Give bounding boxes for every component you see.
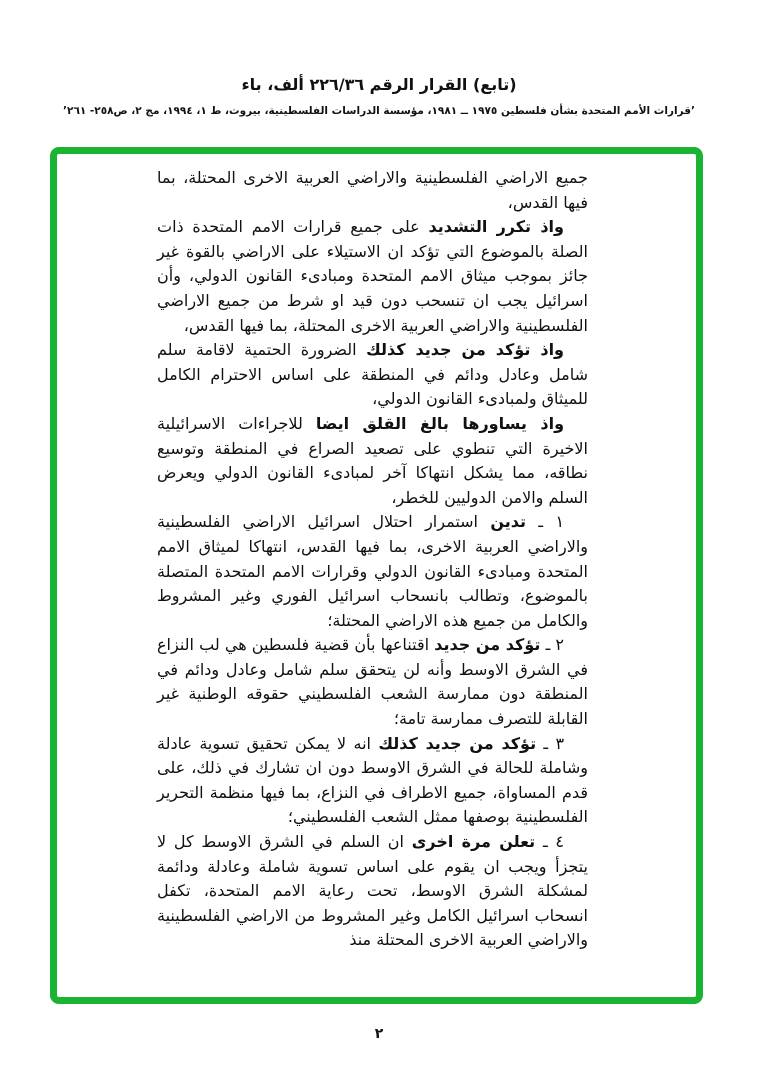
paragraph-text: انه لا يمكن تحقيق تسوية عادلة وشاملة للحالة في الشرق الاوسط دون ان تشارك في ذلك، على قدم المساواة، جميع الاطراف في النزاع، بما فيها منظمة التحرير الفلسطينية بوصفها ممثل الشعب الفلسطيني؛ bbox=[157, 733, 588, 827]
paragraph-text: جميع الاراضي الفلسطينية والاراضي العربية الاخرى المحتلة، بما فيها القدس، bbox=[157, 168, 588, 212]
paragraph-text: الضرورة الحتمية لاقامة سلم شامل وعادل ودائم في المنطقة على اساس الاحترام الكامل للميثاق ولمبادىء القانون الدولي، bbox=[157, 340, 588, 409]
page-number: ٢ bbox=[374, 1026, 384, 1042]
paragraph-number: ٢ ـ bbox=[545, 635, 564, 655]
paragraph-lead: تؤكد من جديد bbox=[434, 635, 541, 655]
paragraph-lead: تعلن مرة اخرى bbox=[411, 832, 536, 852]
body-paragraph bbox=[157, 510, 588, 633]
body-paragraph bbox=[157, 215, 588, 338]
body-paragraph bbox=[157, 732, 588, 830]
paragraph-lead: تؤكد من جديد كذلك bbox=[378, 733, 537, 753]
body-paragraph bbox=[157, 338, 588, 412]
paragraph-number: ١ ـ bbox=[538, 512, 565, 532]
paragraph-number: ٣ ـ bbox=[543, 733, 565, 753]
page-title: (تابع) القرار الرقم ٢٢٦/٣٦ ألف، باء bbox=[241, 75, 517, 94]
source-citation: ’قرارات الأمم المتحدة بشأن فلسطين ١٩٧٥ ــ ١٩٨١، مؤسسة الدراسات الفلسطينية، بيروت، ط ١، ١٩٩٤، مج ٢، ص٢٥٨- ٢٦١’ bbox=[63, 105, 695, 117]
paragraph-lead: واذ تؤكد من جديد كذلك bbox=[366, 340, 564, 360]
paragraph-text: للاجراءات الاسرائيلية الاخيرة التي تنطوي على تصعيد الصراع في المنطقة وتوسيع نطاقه، مما يشكل انتهاكا آخر لمبادىء القانون الدولي ويعرض السلم والامن الدوليين للخطر، bbox=[157, 413, 588, 507]
paragraph-text: استمرار احتلال اسرائيل الاراضي الفلسطينية والاراضي العربية الاخرى، بما فيها القدس، انتهاكا لميثاق الامم المتحدة ومبادىء القانون الدولي وقرارات الامم المتحدة المتصلة بالموضوع، وتطالب بانسحاب اسرائيل الفوري وغير المشروط والكامل من جميع هذه الاراضي المحتلة؛ bbox=[157, 512, 588, 630]
paragraph-text: ان السلم في الشرق الاوسط كل لا يتجزأ ويجب ان يقوم على اساس تسوية شاملة وعادلة ودائمة لمشكلة الشرق الاوسط، تحت رعاية الامم المتحدة، تكفل انسحاب اسرائيل الكامل وغير المشروط من الاراضي الفلسطينية والاراضي العربية الاخرى المحتلة منذ bbox=[157, 832, 588, 950]
body-paragraph bbox=[157, 633, 588, 731]
paragraph-text: على جميع قرارات الامم المتحدة ذات الصلة بالموضوع التي تؤكد ان الاستيلاء على الاراضي بالقوة غير جائز بموجب ميثاق الامم المتحدة ومبادىء القانون الدولي، وأن اسرائيل يجب ان تنسحب دون قيد او شرط من جميع الاراضي الفلسطينية والاراضي العربية الاخرى المحتلة، بما فيها القدس، bbox=[157, 217, 588, 335]
resolution-text-block bbox=[57, 154, 696, 953]
body-paragraph bbox=[157, 830, 588, 953]
body-paragraph bbox=[157, 412, 588, 510]
paragraph-lead: تدين bbox=[490, 512, 527, 532]
green-border-frame bbox=[50, 147, 703, 1004]
paragraph-number: ٤ ـ bbox=[542, 832, 564, 852]
body-paragraph bbox=[157, 166, 588, 215]
paragraph-text: اقتناعها بأن قضية فلسطين هي لب النزاع في الشرق الاوسط وأنه لن يتحقق سلم شامل وعادل ودائم في المنطقة دون ممارسة الشعب الفلسطيني حقوقه الوطنية غير القابلة للتصرف ممارسة تامة؛ bbox=[157, 635, 588, 729]
paragraph-lead: واذ تكرر التشديد bbox=[428, 217, 564, 237]
paragraph-lead: واذ يساورها بالغ القلق ايضا bbox=[315, 413, 565, 433]
